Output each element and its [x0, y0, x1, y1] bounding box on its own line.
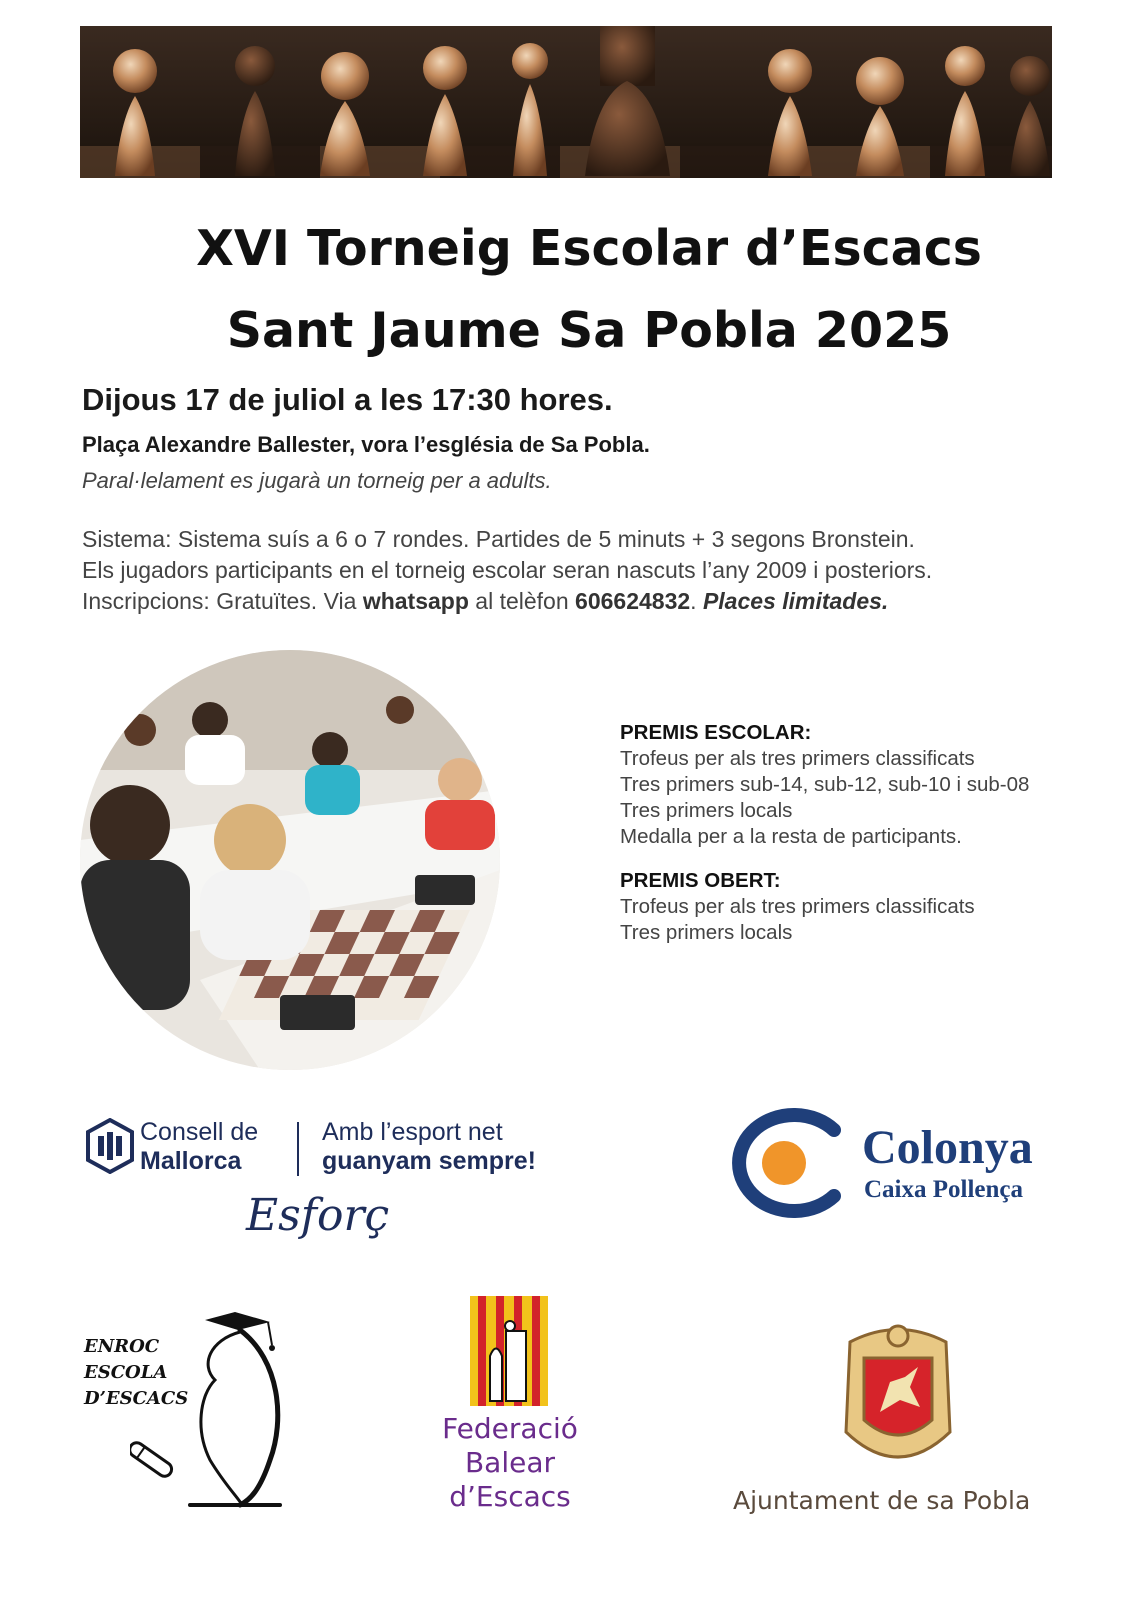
esport-net-text — [322, 1118, 536, 1176]
ajuntament-text: Ajuntament de sa Pobla — [733, 1486, 1031, 1515]
esforc-signature: Esforç — [246, 1190, 390, 1241]
open-prize-item: Tres primers locals — [620, 921, 793, 944]
school-prize-item: Tres primers sub-14, sub-12, sub-10 i sub-08 — [620, 773, 1030, 796]
registration-limited: Places limitades. — [702, 588, 889, 614]
enroc-line-2: ESCOLA — [84, 1362, 168, 1383]
school-prize-item: Trofeus per als tres primers classificats — [620, 747, 975, 770]
children-playing-chess-photo — [80, 650, 500, 1070]
fbe-line-3: d’Escacs — [449, 1480, 571, 1513]
colonya-subtitle: Caixa Pollença — [864, 1176, 1024, 1203]
esport-line-1: Amb l’esport net — [322, 1118, 503, 1146]
consell-line-2: Mallorca — [140, 1147, 242, 1175]
school-prize-item: Tres primers locals — [620, 799, 793, 822]
fbe-flag-icon — [470, 1296, 548, 1411]
event-date: Dijous 17 de juliol a les 17:30 hores. — [82, 382, 613, 417]
registration-prefix: Inscripcions: Gratuïtes. Via — [82, 588, 363, 614]
colonya-emblem-icon — [716, 1108, 846, 1218]
chess-banner-image — [80, 26, 1052, 178]
consell-shield-icon — [86, 1118, 134, 1174]
tournament-info — [82, 524, 932, 617]
consell-text — [140, 1118, 258, 1176]
school-prizes-heading: PREMIS ESCOLAR: — [620, 721, 812, 744]
event-parallel-note: Paral·lelament es jugarà un torneig per a adults. — [82, 468, 552, 493]
enroc-line-1: ENROC — [84, 1336, 160, 1357]
sa-pobla-coat-of-arms-icon — [830, 1322, 966, 1477]
enroc-line-3: D’ESCACS — [84, 1388, 189, 1409]
title-line-1: XVI Torneig Escolar d’Escacs — [196, 220, 982, 277]
consell-line-1: Consell de — [140, 1118, 259, 1146]
registration-whatsapp: whatsapp — [362, 588, 469, 614]
registration-mid: al telèfon — [468, 588, 576, 614]
registration-phone: 606624832 — [575, 588, 691, 614]
consell-de-mallorca-logo — [86, 1118, 134, 1179]
fbe-text — [426, 1412, 594, 1514]
system-line: Sistema: Sistema suís a 6 o 7 rondes. Partides de 5 minuts + 3 segons Bronstein. — [82, 526, 915, 552]
title-line-2: Sant Jaume Sa Pobla 2025 — [226, 302, 952, 359]
prizes-section — [620, 720, 1029, 946]
registration-dot: . — [690, 588, 703, 614]
open-prizes-heading: PREMIS OBERT: — [620, 869, 781, 892]
event-place: Plaça Alexandre Ballester, vora l’església de Sa Pobla. — [82, 432, 650, 457]
fbe-line-2: Balear — [464, 1446, 556, 1479]
colonya-logo — [716, 1108, 846, 1223]
players-line: Els jugadors participants en el torneig escolar seran nascuts l’any 2009 i posteriors. — [82, 557, 933, 583]
colonya-name: Colonya — [862, 1121, 1033, 1174]
consell-divider — [297, 1122, 299, 1176]
registration-line — [82, 586, 932, 617]
school-prize-item: Medalla per a la resta de participants. — [620, 825, 962, 848]
enroc-knight-icon — [130, 1300, 300, 1525]
open-prize-item: Trofeus per als tres primers classificats — [620, 895, 975, 918]
fbe-line-1: Federació — [442, 1412, 578, 1445]
esport-line-2: guanyam sempre! — [322, 1147, 536, 1175]
